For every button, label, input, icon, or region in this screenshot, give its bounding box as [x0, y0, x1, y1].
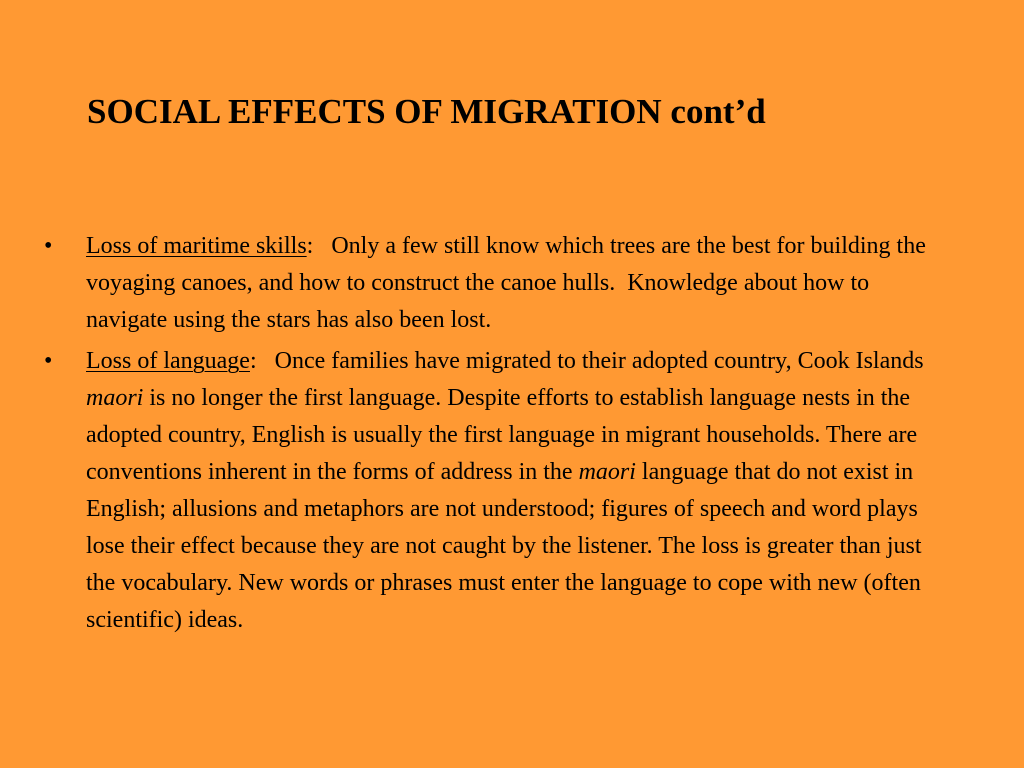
bullet-list: [0, 228, 1024, 643]
bullet-separator: :: [249, 348, 257, 374]
bullet-language: [0, 343, 946, 639]
bullet-dot-icon: •: [44, 348, 53, 374]
bullet-italic-term: maori: [86, 385, 144, 411]
bullet-text: Only a few still know which trees are the best for building the voyaging canoes, and how to construct the canoe hulls. Knowledge about how to navigate using the stars has also been lost.: [86, 233, 932, 333]
bullet-maritime-skills: [0, 228, 946, 339]
bullet-text: Once families have migrated to their adopted country, Cook Islands: [256, 348, 930, 374]
bullet-text: is no longer the first language. Despite efforts to establish language nests in the adopted country, English is usually the first language in migrant households. There are conventions inherent in the forms of address in the: [86, 385, 918, 485]
bullet-term: Loss of maritime skills: [86, 233, 307, 259]
bullet-italic-term: maori: [578, 459, 636, 485]
bullet-dot-icon: •: [44, 233, 53, 259]
bullet-term: Loss of language: [86, 348, 250, 374]
slide-title: SOCIAL EFFECTS OF MIGRATION cont’d: [87, 92, 766, 131]
bullet-separator: :: [306, 233, 314, 259]
bullet-text: language that do not exist in English; allusions and metaphors are not understood; figures of speech and word plays lose their effect because they are not caught by the listener. The loss is greater than just the vocabulary. New words or phrases must enter the language to cope with new (often scientific) ideas.: [86, 459, 922, 633]
